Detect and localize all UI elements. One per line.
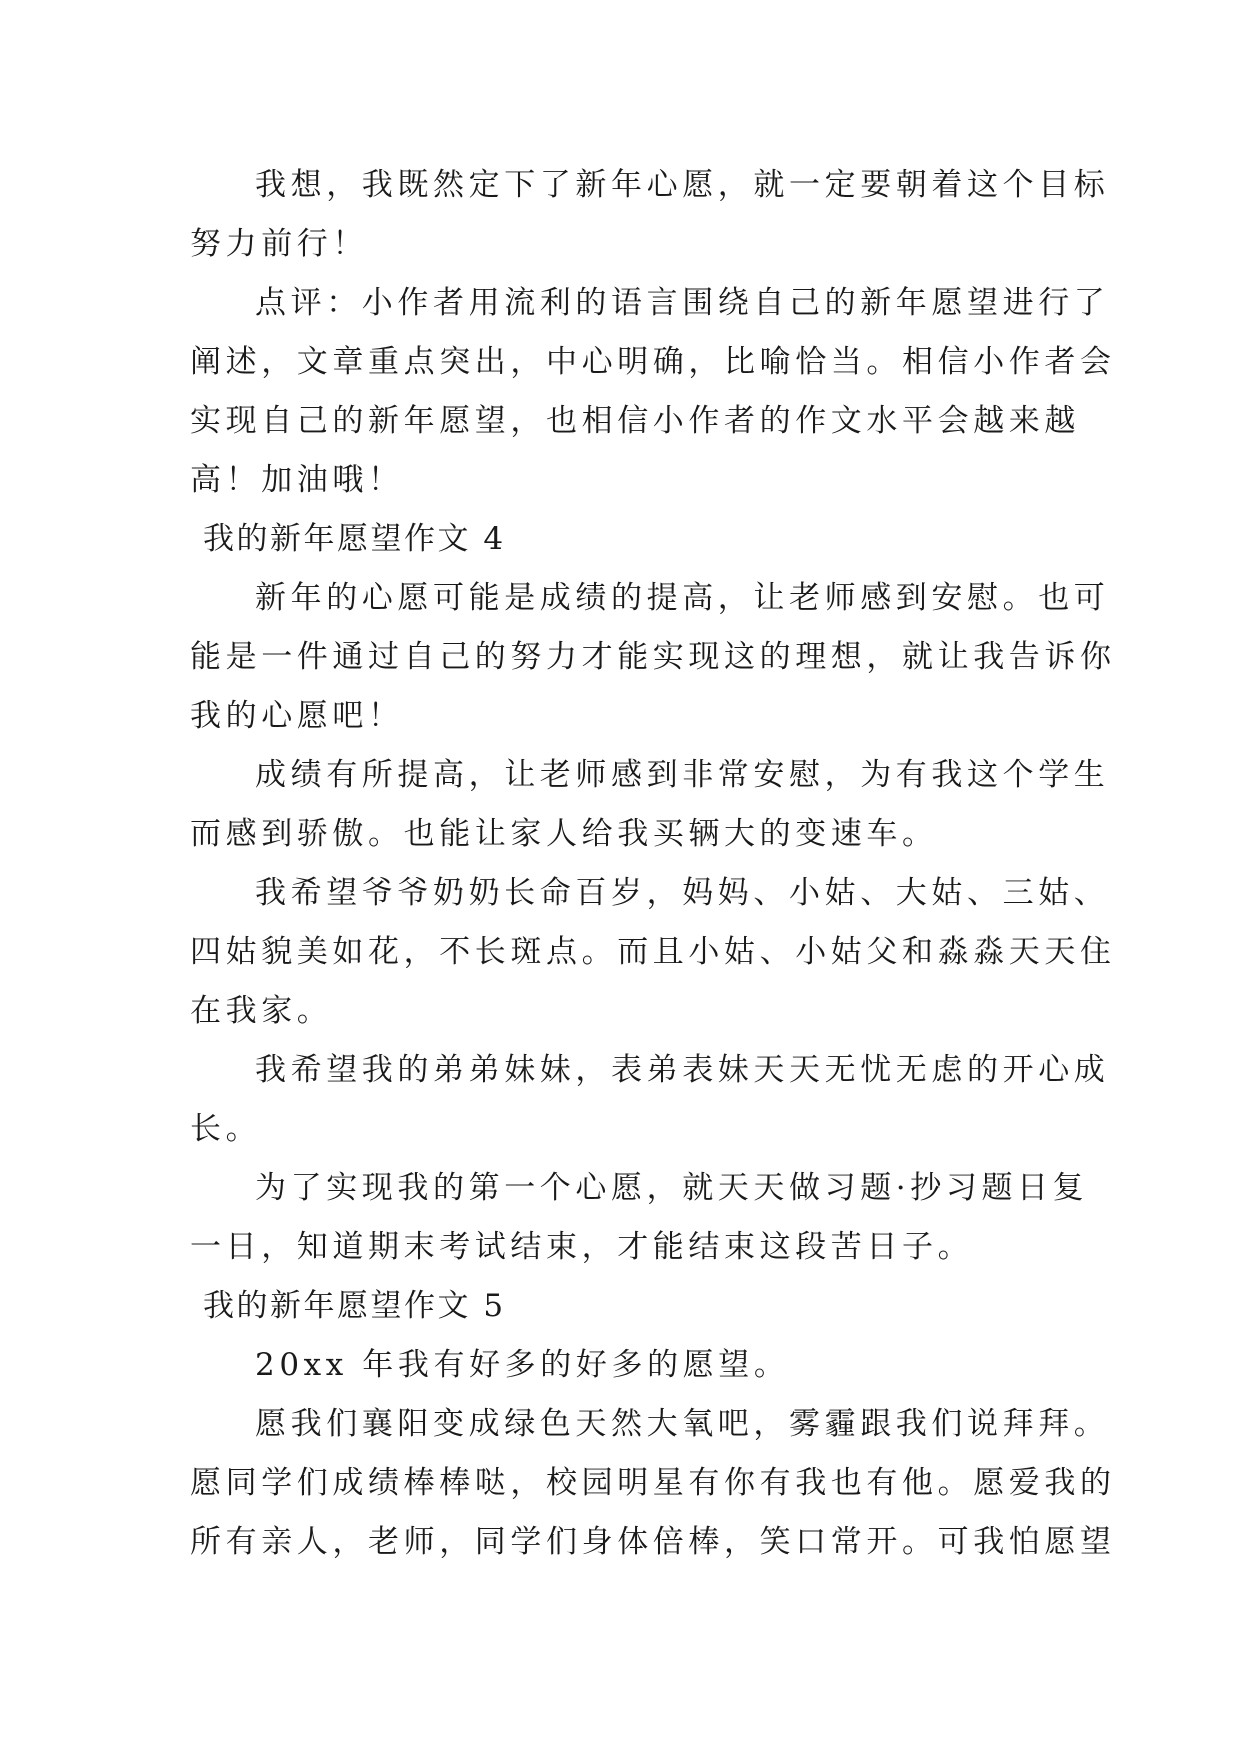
paragraph-line: 一日，知道期末考试结束，才能结束这段苦日子。 [190, 1229, 974, 1265]
paragraph-line: 新年的心愿可能是成绩的提高，让老师感到安慰。也可 [255, 580, 1110, 616]
paragraph-line: 所有亲人，老师，同学们身体倍棒，笑口常开。可我怕愿望 [190, 1524, 1116, 1560]
review-paragraph-line: 点评：小作者用流利的语言围绕自己的新年愿望进行了 [255, 285, 1110, 321]
paragraph-line: 我想，我既然定下了新年心愿，就一定要朝着这个目标 [255, 167, 1110, 203]
paragraph-line: 我希望爷爷奶奶长命百岁，妈妈、小姑、大姑、三姑、 [255, 875, 1110, 911]
paragraph-line: 成绩有所提高，让老师感到非常安慰，为有我这个学生 [255, 757, 1110, 793]
paragraph-line: 而感到骄傲。也能让家人给我买辆大的变速车。 [190, 816, 938, 852]
paragraph-line: 能是一件通过自己的努力才能实现这的理想，就让我告诉你 [190, 639, 1116, 675]
review-paragraph-line: 实现自己的新年愿望，也相信小作者的作文水平会越来越 [190, 403, 1080, 439]
paragraph-line: 四姑貌美如花，不长斑点。而且小姑、小姑父和淼淼天天住 [190, 934, 1116, 970]
paragraph-line: 努力前行！ [190, 226, 368, 262]
essay-heading: 我的新年愿望作文 4 [203, 521, 506, 557]
paragraph-line: 我希望我的弟弟妹妹，表弟表妹天天无忧无虑的开心成 [255, 1052, 1110, 1088]
paragraph-line: 我的心愿吧！ [190, 698, 404, 734]
paragraph-line: 愿同学们成绩棒棒哒，校园明星有你有我也有他。愿爱我的 [190, 1465, 1116, 1501]
review-paragraph-line: 高！加油哦！ [190, 462, 404, 498]
review-paragraph-line: 阐述，文章重点突出，中心明确，比喻恰当。相信小作者会 [190, 344, 1116, 380]
paragraph-line: 为了实现我的第一个心愿，就天天做习题·抄习题日复 [255, 1170, 1089, 1206]
essay-heading: 我的新年愿望作文 5 [203, 1288, 506, 1324]
paragraph-line: 愿我们襄阳变成绿色天然大氧吧，雾霾跟我们说拜拜。 [255, 1406, 1110, 1442]
paragraph-line: 长。 [190, 1111, 262, 1147]
paragraph-line: 20xx 年我有好多的好多的愿望。 [255, 1347, 790, 1383]
paragraph-line: 在我家。 [190, 993, 333, 1029]
